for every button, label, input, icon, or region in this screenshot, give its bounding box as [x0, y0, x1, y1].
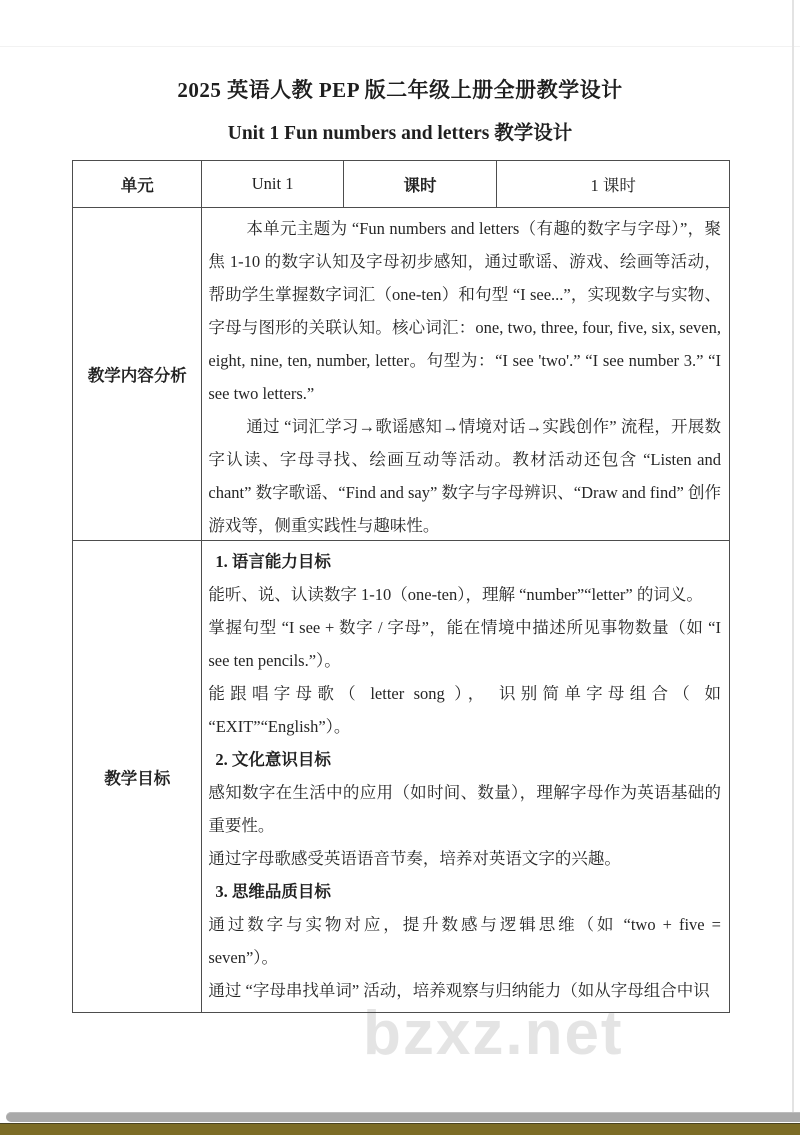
page-top-divider	[0, 46, 800, 47]
unit-value-cell: Unit 1	[202, 161, 343, 208]
document-title: 2025 英语人教 PEP 版二年级上册全册教学设计	[177, 78, 623, 102]
period-label-cell: 课时	[343, 161, 496, 208]
goal-paragraph: 掌握句型 “I see + 数字 / 字母”，能在情境中描述所见事物数量（如 “I see ten pencils.”）。	[208, 618, 721, 670]
table-header-row	[73, 161, 730, 208]
goal-paragraph: 通过字母歌感受英语语音节奏，培养对英语文字的兴趣。	[208, 849, 621, 868]
teaching-goals-label: 教学目标	[73, 541, 202, 1013]
teaching-goals-row	[73, 541, 730, 1013]
horizontal-scrollbar[interactable]	[6, 1112, 800, 1122]
content-analysis-row	[73, 208, 730, 541]
content-analysis-cell	[202, 208, 730, 541]
goal-heading: 1. 语言能力目标	[215, 552, 331, 571]
background-photo-strip	[0, 1123, 800, 1135]
content-paragraph: 通过 “词汇学习→歌谣感知→情境对话→实践创作” 流程，开展数字认读、字母寻找、绘画互动等活动。教材活动还包含 “Listen and chant” 数字歌谣、“Find and say” 数字与字母辨识、“Draw and find” 创作游戏等，侧重实践性与趣味性。	[208, 417, 721, 535]
goal-heading: 2. 文化意识目标	[215, 750, 331, 769]
goal-paragraph: 感知数字在生活中的应用（如时间、数量），理解字母作为英语基础的重要性。	[208, 783, 721, 835]
teaching-goals-text	[202, 542, 729, 1011]
goal-paragraph: 通过 “字母串找单词” 活动，培养观察与归纳能力（如从字母组合中识	[208, 981, 710, 1000]
content-paragraph: 本单元主题为 “Fun numbers and letters（有趣的数字与字母）”，聚焦 1-10 的数字认知及字母初步感知，通过歌谣、游戏、绘画等活动，帮助学生掌握数字词汇（one-ten）和句型 “I see...”，实现数字与实物、字母与图形的关联认知。核心词汇：one, two, three, four, five, six, seven, eight, nine, ten, number, letter。句型为：“I see 'two'.” “I see number 3.” “I see two letters.”	[208, 219, 721, 403]
unit-label-cell: 单元	[73, 161, 202, 208]
teaching-goals-cell	[202, 541, 730, 1013]
lesson-plan-table	[72, 160, 730, 1013]
site-watermark: bzxz.net	[363, 999, 624, 1068]
goal-heading: 3. 思维品质目标	[215, 882, 331, 901]
page-right-edge	[792, 0, 794, 1112]
goal-paragraph: 通过数字与实物对应，提升数感与逻辑思维（如 “two + five = seven”）。	[208, 915, 721, 967]
content-analysis-label: 教学内容分析	[73, 208, 202, 541]
content-analysis-text	[202, 209, 729, 539]
period-value-cell: 1 课时	[497, 161, 730, 208]
goal-paragraph: 能跟唱字母歌（ letter song ）， 识别简单字母组合（ 如 “EXIT”“English”）。	[208, 684, 721, 736]
unit-subtitle: Unit 1 Fun numbers and letters 教学设计	[227, 123, 573, 144]
goal-paragraph: 能听、说、认读数字 1-10（one-ten），理解 “number”“letter” 的词义。	[208, 585, 703, 604]
